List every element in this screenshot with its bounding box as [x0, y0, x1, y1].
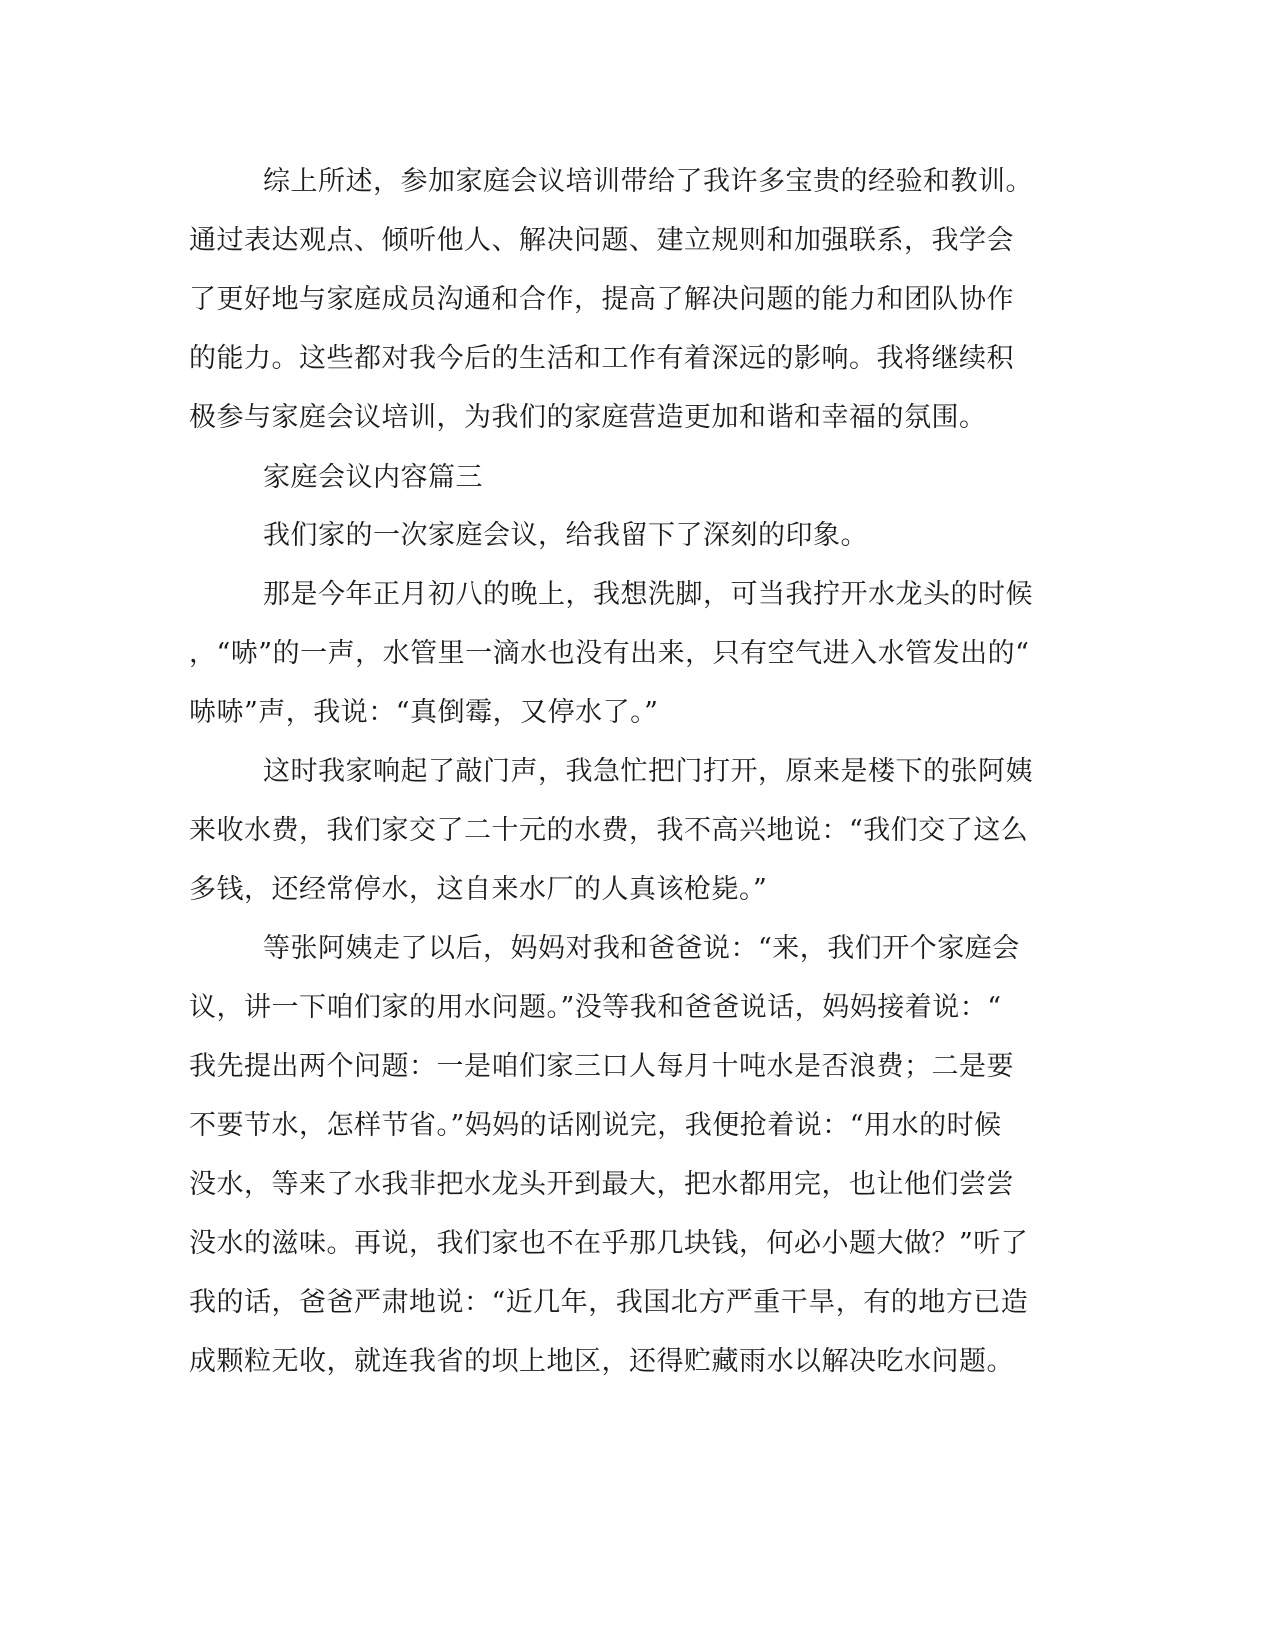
paragraph-line: 我们家的一次家庭会议，给我留下了深刻的印象。 — [263, 520, 868, 551]
paragraph-line: 哧哧”声，我说：“真倒霉，又停水了。” — [189, 697, 659, 728]
paragraph-line: 不要节水，怎样节省。”妈妈的话刚说完，我便抢着说：“用水的时候 — [189, 1110, 1002, 1141]
paragraph-line: 没水，等来了水我非把水龙头开到最大，把水都用完，也让他们尝尝 — [189, 1169, 1014, 1200]
paragraph-line: 通过表达观点、倾听他人、解决问题、建立规则和加强联系，我学会 — [189, 225, 1014, 256]
paragraph-line: 多钱，还经常停水，这自来水厂的人真该枪毙。” — [189, 874, 768, 905]
section-heading: 家庭会议内容篇三 — [263, 462, 483, 493]
paragraph-line: 极参与家庭会议培训，为我们的家庭营造更加和谐和幸福的氛围。 — [189, 402, 987, 433]
paragraph-line: 等张阿姨走了以后，妈妈对我和爸爸说：“来，我们开个家庭会 — [263, 933, 1020, 964]
paragraph-line: 没水的滋味。再说，我们家也不在乎那几块钱，何必小题大做？”听了 — [189, 1228, 1029, 1259]
paragraph-line: 综上所述，参加家庭会议培训带给了我许多宝贵的经验和教训。 — [263, 166, 1033, 197]
paragraph-line: 我先提出两个问题：一是咱们家三口人每月十吨水是否浪费；二是要 — [189, 1051, 1014, 1082]
paragraph-line: ，“哧”的一声，水管里一滴水也没有出来，只有空气进入水管发出的“ — [189, 638, 1030, 669]
paragraph-line: 议，讲一下咱们家的用水问题。”没等我和爸爸说话，妈妈接着说：“ — [189, 992, 1002, 1023]
paragraph-line: 那是今年正月初八的晚上，我想洗脚，可当我拧开水龙头的时候 — [263, 579, 1033, 610]
paragraph-line: 我的话，爸爸严肃地说：“近几年，我国北方严重干旱，有的地方已造 — [189, 1287, 1029, 1318]
paragraph-line: 来收水费，我们家交了二十元的水费，我不高兴地说：“我们交了这么 — [189, 815, 1029, 846]
paragraph-line: 这时我家响起了敲门声，我急忙把门打开，原来是楼下的张阿姨 — [263, 756, 1033, 787]
paragraph-line: 的能力。这些都对我今后的生活和工作有着深远的影响。我将继续积 — [189, 343, 1014, 374]
paragraph-line: 成颗粒无收，就连我省的坝上地区，还得贮藏雨水以解决吃水问题。 — [189, 1346, 1014, 1377]
paragraph-line: 了更好地与家庭成员沟通和合作，提高了解决问题的能力和团队协作 — [189, 284, 1014, 315]
